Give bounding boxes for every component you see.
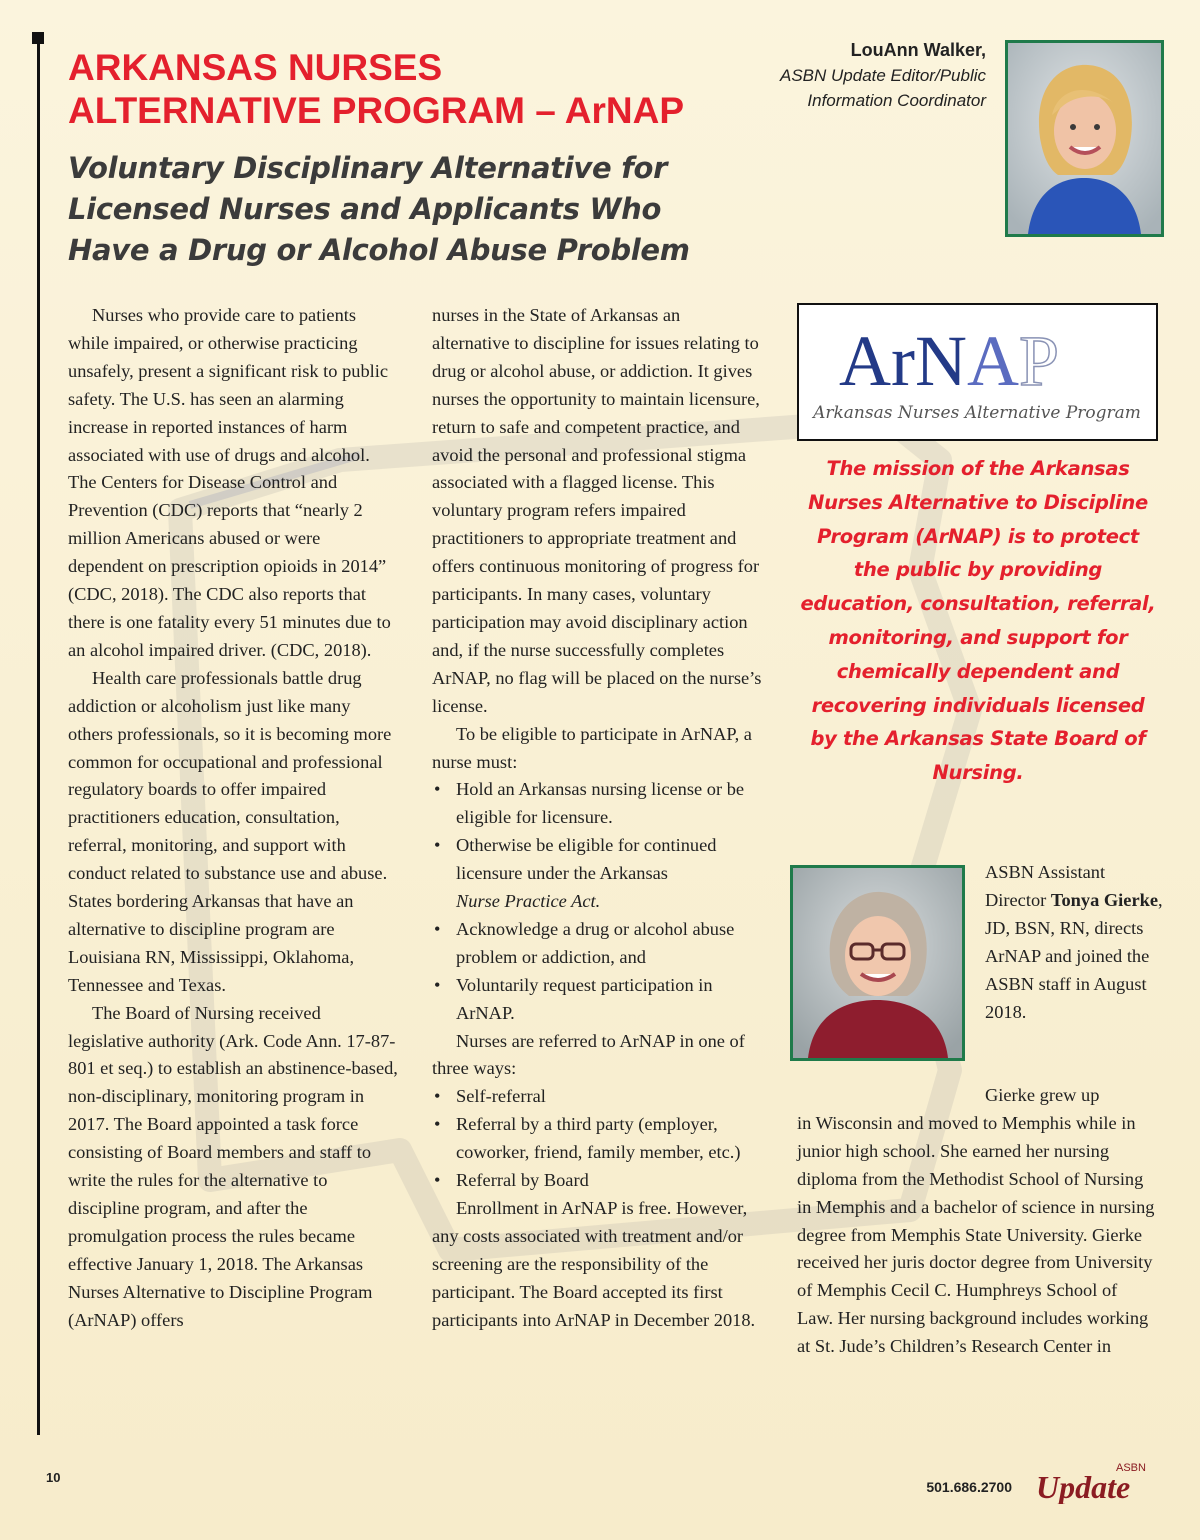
list-item: • Referral by Board [432,1167,762,1195]
col2-paragraph-3: Nurses are referred to ArNAP in one of three ways: [432,1030,745,1079]
bio-paragraph: in Wisconsin and moved to Memphis while in junior high school. She earned her nursing diploma from the Methodist School of Nursing in Memphis and a bachelor of science in nursing degree from Memphis State University. Gierke received her juris doctor degree from University of Memphis Cecil C. Humphreys School of Law. Her nursing background includes working at St. Jude’s Children’s Research Center in [797,1112,1155,1357]
author-photo [1005,40,1164,237]
brand-update-text: Update [1036,1469,1131,1504]
mission-statement: The mission of the Arkansas Nurses Alternative to Discipline Program (ArNAP) is to protect the public by providing education, consultation, referral, monitoring, and support for chemically dependent and recovering individuals licensed by the Arkansas State Board of Nursing. [800,457,1156,785]
eligibility-list [432,776,762,1027]
author-byline [780,38,986,113]
logo-text-a: A [966,321,1019,401]
col2-paragraph-2: To be eligible to participate in ArNAP, a nurse must: [432,723,752,772]
list-item: • Otherwise be eligible for continued licensure under the Arkansas Nurse Practice Act. [432,832,762,916]
author-name: LouAnn Walker, [850,40,986,60]
logo-tagline: Arkansas Nurses Alternative Program [813,403,1141,423]
col2-paragraph-1: nurses in the State of Arkansas an alternative to discipline for issues relating to drug or alcohol abuse, or addiction. It gives nurses the opportunity to maintain licensure, return to safe and competent practice, and avoid the personal and professional stigma associated with a flagged license. This voluntary program refers impaired practitioners to appropriate treatment and offers continuous monitoring of progress for participants. In many cases, voluntary participation may avoid disciplinary action and, if the nurse successfully completes ArNAP, no flag will be placed on the nurse’s license. [432,305,762,716]
col1-paragraph-1: Nurses who provide care to patients while impaired, or otherwise practicing unsafely, present a significant risk to public safety. The U.S. has seen an alarming increase in reported instances of harm associated with use of drugs and alcohol. The Centers for Disease Control and Prevention (CDC) reports that “nearly 2 million Americans abused or were dependent on prescription opioids in 2014” (CDC, 2018). The CDC also reports that there is one fatality every 51 minutes due to an alcohol impaired driver. (CDC, 2018). [68,305,391,660]
logo-text-arn: ArN [839,321,967,401]
text-column-1 [68,302,398,1335]
title-line-2: ALTERNATIVE PROGRAM – ArNAP [68,90,685,131]
subtitle-line-3: Have a Drug or Alcohol Abuse Problem [68,233,690,267]
author-role-line-2: Information Coordinator [807,91,986,110]
article-subtitle [68,148,788,271]
logo-text-p: P [1018,321,1060,401]
subtitle-line-1: Voluntary Disciplinary Alternative for [68,151,668,185]
title-line-1: ARKANSAS NURSES [68,47,443,88]
director-bio-intro: ASBN Assistant Director Tonya Gierke, JD, BSN, RN, directs ArNAP and joined the ASBN staff in August 2018. [985,862,1163,1022]
col2-paragraph-4: Enrollment in ArNAP is free. However, any costs associated with treatment and/or screening are the responsibility of the participant. The Board accepted its first participants into ArNAP in December 2018. [432,1198,756,1330]
bio-lead-line: Gierke grew up [985,1085,1100,1105]
list-item: • Voluntarily request participation in ArNAP. [432,972,762,1028]
list-item: • Hold an Arkansas nursing license or be eligible for licensure. [432,776,762,832]
article-title [68,46,788,132]
director-name: Tonya Gierke [1050,889,1158,910]
asbn-update-logo [1036,1460,1166,1504]
left-vertical-rule [37,40,40,1435]
col1-paragraph-3: The Board of Nursing received legislative authority (Ark. Code Ann. 17-87-801 et seq.) to establish an abstinence-based, non-disciplinary, monitoring program in 2017. The Board appointed a task force consisting of Board members and staff to write the rules for the alternative to discipline program, and after the promulgation process the rules became effective January 1, 2018. The Arkansas Nurses Alternative to Discipline Program (ArNAP) offers [68,1002,398,1330]
svg-text:ArNAP [839,321,1059,401]
arnap-logo [797,303,1158,441]
referral-list [432,1083,762,1195]
brand-asbn-text: ASBN [1116,1462,1146,1474]
subtitle-line-2: Licensed Nurses and Applicants Who [68,192,662,226]
col1-paragraph-2: Health care professionals battle drug addiction or alcoholism just like many others professionals, so it is becoming more common for occupational and professional regulatory boards to offer impaired practitioners education, consultation, referral, monitoring, and support with conduct related to substance use and abuse. States bordering Arkansas that have an alternative to discipline program are Louisiana RN, Mississippi, Oklahoma, Tennessee and Texas. [68,667,392,995]
page-number: 10 [46,1470,61,1485]
footer-phone: 501.686.2700 [926,1479,1012,1495]
author-role-line-1: ASBN Update Editor/Public [780,66,986,85]
director-bio [797,1082,1157,1361]
list-item: • Referral by a third party (employer, coworker, friend, family member, etc.) [432,1111,762,1167]
list-item: • Acknowledge a drug or alcohol abuse problem or addiction, and [432,916,762,972]
text-column-2 [432,302,762,1335]
list-item: • Self-referral [432,1083,762,1111]
director-photo [790,865,965,1061]
